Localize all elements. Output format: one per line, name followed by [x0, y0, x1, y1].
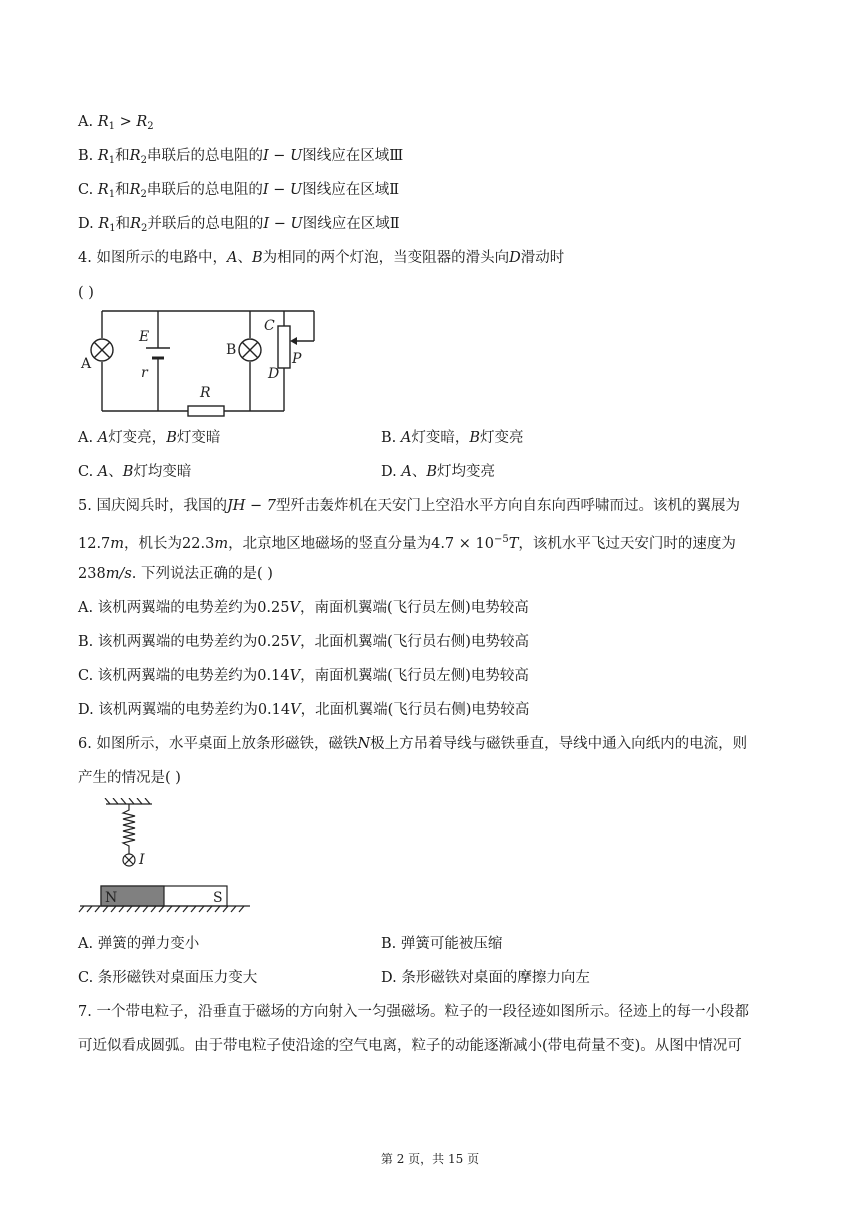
page-footer: 第 2 页，共 15 页 — [380, 1152, 480, 1166]
q5-stem-line-3: 238m/s. 下列说法正确的是( ) — [78, 566, 273, 582]
q4-option-b: B. A灯变暗，B灯变亮 — [381, 430, 524, 446]
q4-label-b: B — [226, 342, 237, 358]
q4-label-a: A — [81, 356, 92, 372]
q6-option-c: C. 条形磁铁对桌面压力变大 — [78, 970, 258, 986]
q4-stem: 4. 如图所示的电路中，A、B为相同的两个灯泡，当变阻器的滑头向D滑动时 — [78, 250, 565, 266]
q6-option-a: A. 弹簧的弹力变小 — [78, 936, 200, 952]
q3-option-c: C. $R_1$和$R_2$串联后的总电阻的I − U图线应在区域Ⅱ — [78, 182, 400, 200]
q5-option-a: A. 该机两翼端的电势差约为0.25V，南面机翼端(飞行员左侧)电势较高 — [78, 600, 529, 616]
q4-answer-paren: ( ) — [78, 285, 94, 301]
q5-stem-line-1: 5. 国庆阅兵时，我国的JH − 7型歼击轰炸机在天安门上空沿水平方向自东向西呼啸而过。该机的翼展为 — [78, 498, 741, 514]
q4-label-d: D — [268, 366, 280, 382]
q4-label-e: E — [139, 329, 150, 345]
q5-option-d: D. 该机两翼端的电势差约为0.14V，北面机翼端(飞行员右侧)电势较高 — [78, 702, 530, 718]
q6-label-current: I — [139, 852, 145, 868]
q4-label-r: R — [200, 385, 211, 401]
q3-option-b: B. $R_1$和$R_2$串联后的总电阻的I − U图线应在区域Ⅲ — [78, 148, 404, 166]
q3-option-a: A. $R_1 > R_2$ — [78, 114, 154, 132]
q5-option-b: B. 该机两翼端的电势差约为0.25V，北面机翼端(飞行员右侧)电势较高 — [78, 634, 529, 650]
q5-option-c: C. 该机两翼端的电势差约为0.14V，南面机翼端(飞行员左侧)电势较高 — [78, 668, 529, 684]
q6-stem-line-2: 产生的情况是( ) — [78, 770, 181, 786]
q4-label-p: P — [292, 351, 302, 367]
q7-stem-line-1: 7. 一个带电粒子，沿垂直于磁场的方向射入一匀强磁场。粒子的一段径迹如图所示。径迹上的每一小段都 — [78, 1004, 749, 1020]
q4-label-c: C — [264, 318, 275, 334]
q4-label-r-small: r — [141, 365, 148, 381]
q6-option-b: B. 弹簧可能被压缩 — [381, 936, 503, 952]
q3-option-d: D. $R_1$和$R_2$并联后的总电阻的I − U图线应在区域Ⅱ — [78, 216, 400, 234]
q6-stem-line-1: 6. 如图所示，水平桌面上放条形磁铁，磁铁N极上方吊着导线与磁铁垂直，导线中通入向纸内的电流，则 — [78, 736, 748, 752]
q4-option-a: A. A灯变亮，B灯变暗 — [78, 430, 221, 446]
q7-stem-line-2: 可近似看成圆弧。由于带电粒子使沿途的空气电离，粒子的动能逐渐减小(带电荷量不变)。从图中情况可 — [78, 1038, 742, 1054]
q5-stem-line-2: 12.7m，机长为22.3m，北京地区地磁场的竖直分量为$4.7 \times 10^{-5}T$，该机水平飞过天安门时的速度为 — [78, 534, 736, 552]
q6-magnet-figure — [78, 798, 253, 916]
q4-circuit-figure — [78, 308, 328, 420]
q6-label-s: S — [213, 890, 223, 906]
q4-option-c: C. A、B灯均变暗 — [78, 464, 192, 480]
q6-option-d: D. 条形磁铁对桌面的摩擦力向左 — [381, 970, 590, 986]
q4-option-d: D. A、B灯均变亮 — [381, 464, 495, 480]
q6-label-n: N — [105, 890, 118, 906]
